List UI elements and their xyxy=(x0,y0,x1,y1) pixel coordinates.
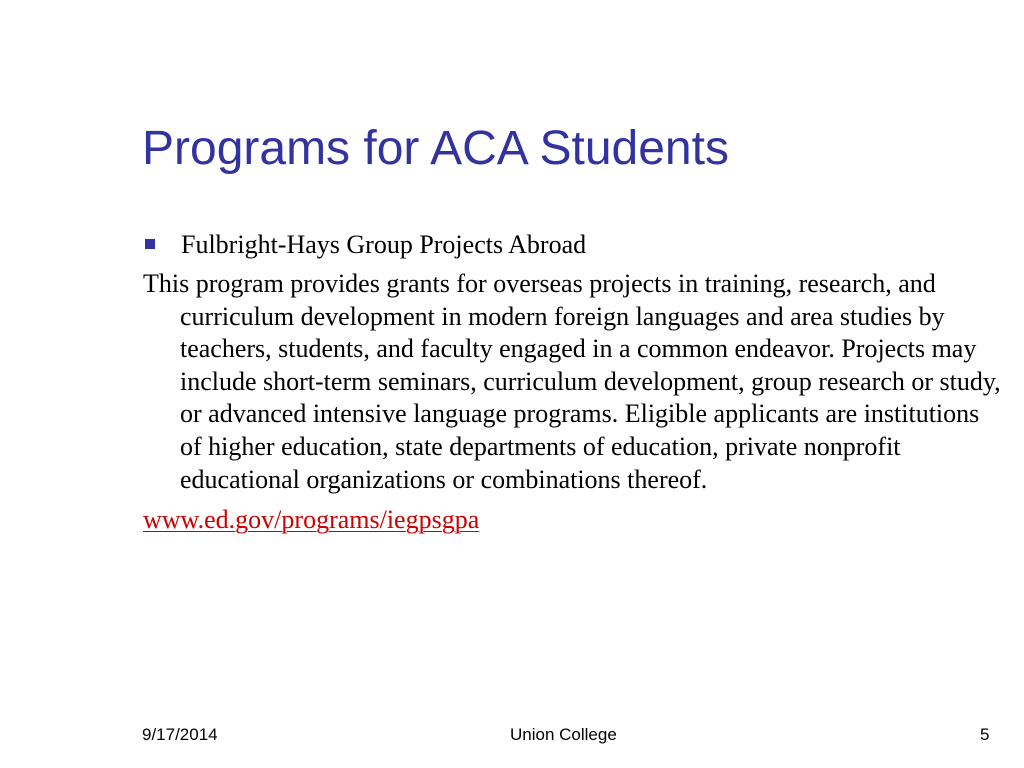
program-link[interactable]: www.ed.gov/programs/iegpsgpa xyxy=(143,505,480,535)
bullet-text: Fulbright-Hays Group Projects Abroad xyxy=(181,230,587,259)
page-number: 5 xyxy=(980,725,990,744)
slide-body xyxy=(143,228,1003,536)
footer-date: 9/17/2014 xyxy=(142,725,218,744)
program-description: This program provides grants for overseas projects in training, research, and curriculum development in modern foreign languages and area studies by teachers, students, and faculty engaged in a common endeavor. Projects may include short-term seminars, curriculum development, group research or study, or advanced intensive language programs. Eligible applicants are institutions of higher education, state departments of education, private nonprofit educational organizations or combinations thereof. xyxy=(143,269,1001,494)
slide-title: Programs for ACA Students xyxy=(142,122,729,175)
bullet-item xyxy=(143,228,1003,261)
footer-organization: Union College xyxy=(510,725,617,744)
square-bullet-icon xyxy=(145,239,155,249)
